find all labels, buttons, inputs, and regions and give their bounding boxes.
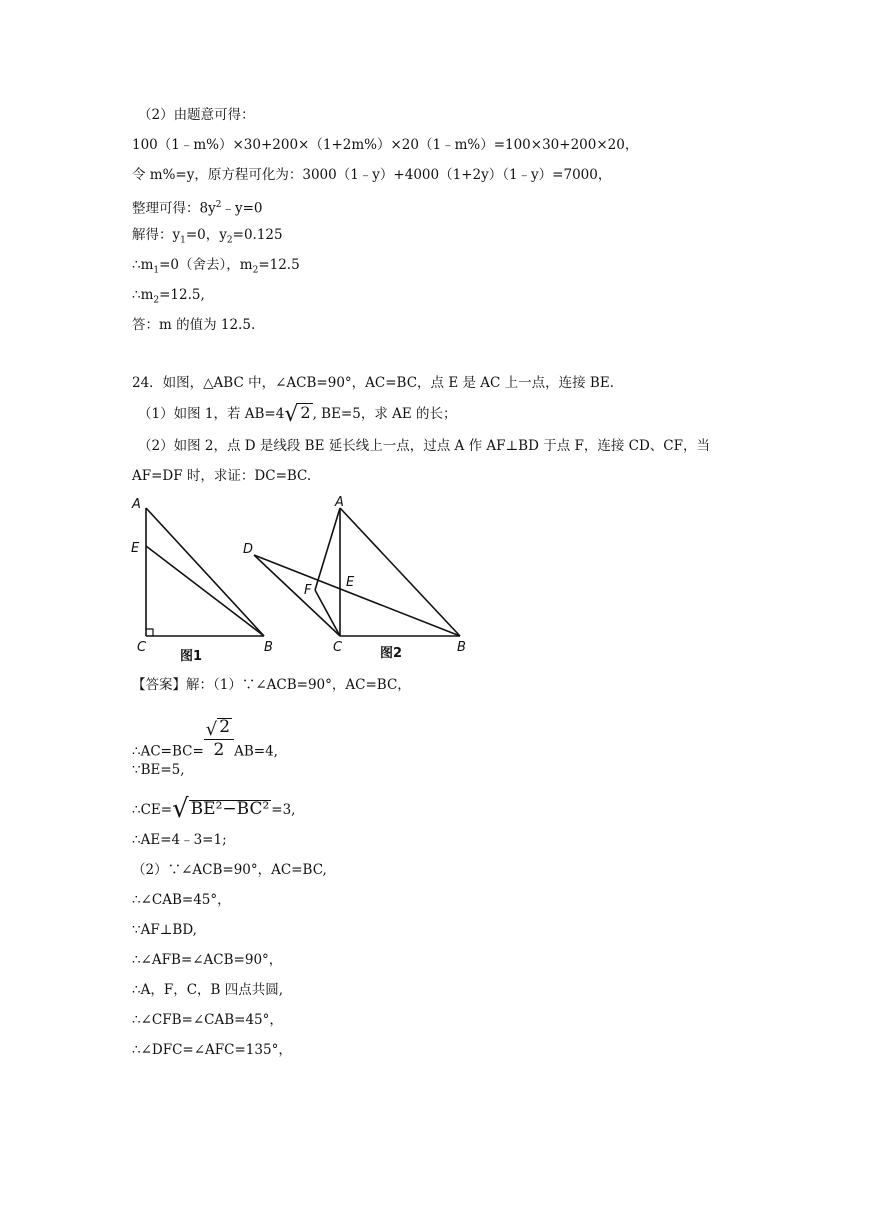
simplify-line [132, 195, 262, 219]
label-b: B [264, 640, 273, 655]
sqrt-radicand: 2 [300, 403, 311, 422]
roots-line [132, 225, 283, 251]
answer-line-11: ∴∠CFB=∠CAB=45°， [132, 1012, 283, 1028]
answer-line-9: ∴∠AFB=∠ACB=90°， [132, 952, 283, 968]
figure1-caption: 图1 [180, 649, 203, 664]
answer-line-4 [132, 794, 296, 824]
subscript: 1 [180, 235, 186, 246]
answer-line-4-tail: =3, [271, 802, 296, 818]
answer-intro: 【答案】解：（1）∵∠ACB=90°，AC=BC， [132, 677, 411, 693]
answer-line: 答：m 的值为 12.5. [132, 317, 256, 333]
m-values-line [132, 255, 300, 281]
answer-line-2-tail: AB=4, [234, 743, 278, 760]
answer-line-4-text: ∴CE= [132, 802, 173, 818]
q24-part1 [138, 402, 457, 427]
subscript: 2 [153, 295, 160, 306]
answer-line-8: ∵AF⊥BD, [132, 922, 197, 938]
q24-part1-text: （1）如图 1，若 AB=4 [138, 406, 285, 422]
equation-line: 100（1﹣m%）×30+200×（1+2m%）×20（1﹣m%）=100×30+200×20， [132, 137, 639, 153]
label-a: A [132, 497, 141, 512]
label-c: C [137, 640, 147, 655]
simplify-text: 整理可得：8y [132, 200, 216, 217]
fig2-side-ab [340, 508, 460, 636]
label-e: E [346, 575, 355, 590]
fig2-segment-db [254, 555, 460, 636]
fraction-denominator: 2 [213, 740, 225, 760]
m2-tail: =12.5, [159, 287, 205, 303]
exponent: 2 [215, 200, 222, 210]
answer-line-2-text: ∴AC=BC= [132, 743, 204, 760]
subscript: 2 [226, 235, 233, 246]
m-mid: =0（舍去），m [159, 257, 253, 273]
q24-part1-tail: , BE=5，求 AE 的长； [312, 406, 457, 422]
answer-line-7: ∴∠CAB=45°， [132, 892, 231, 908]
answer-line-6: （2）∵∠ACB=90°，AC=BC, [132, 862, 327, 878]
fig2-segment-dc [254, 555, 340, 636]
label-d: D [243, 542, 254, 557]
fig2-segment-af [315, 508, 340, 590]
roots-tail: =0.125 [232, 227, 283, 243]
fig1-segment-be [146, 546, 264, 636]
answer-line-10: ∴A，F，C，B 四点共圆, [132, 982, 284, 998]
sqrt-sign: √ [205, 719, 218, 740]
sqrt-radicand: 2 [219, 717, 231, 737]
label-e: E [131, 541, 140, 556]
label-f: F [304, 583, 312, 598]
simplify-tail: ﹣y=0 [221, 200, 263, 217]
answer-line-3: ∵BE=5, [132, 762, 185, 778]
roots-text: 解得：y [132, 227, 181, 243]
roots-mid: =0，y [185, 227, 227, 243]
m2-line [132, 285, 205, 311]
label-b: B [457, 640, 466, 655]
subscript: 1 [153, 265, 160, 276]
sqrt-sign: √ [284, 402, 299, 427]
subscript: 2 [252, 265, 259, 276]
m-tail: =12.5 [258, 257, 300, 273]
fraction [204, 716, 234, 760]
substitution-line: 令 m%=y，原方程可化为：3000（1﹣y）+4000（1+2y）（1﹣y）=7000， [132, 167, 612, 183]
m2-text: ∴m [132, 287, 154, 303]
answer-line-12: ∴∠DFC=∠AFC=135°， [132, 1042, 292, 1058]
label-a: A [335, 495, 344, 510]
fig1-side-ab [146, 508, 264, 636]
right-angle-mark [146, 629, 153, 636]
label-c: C [333, 640, 343, 655]
answer-line-5: ∴AE=4﹣3=1; [132, 832, 227, 848]
sqrt-radicand: BE²−BC² [190, 799, 270, 819]
figure2-caption: 图2 [380, 646, 403, 661]
q24-stem: 24．如图，△ABC 中，∠ACB=90°，AC=BC，点 E 是 AC 上一点，连接 BE. [132, 375, 614, 391]
solution-heading: （2）由题意可得： [138, 107, 255, 123]
q24-part2: （2）如图 2，点 D 是线段 BE 延长线上一点，过点 A 作 AF⊥BD 于点 F，连接 CD、CF，当 [138, 438, 711, 454]
fraction-numerator [204, 716, 234, 740]
q24-part2-cont: AF=DF 时，求证：DC=BC. [132, 468, 312, 484]
sqrt-sign: √ [172, 794, 189, 824]
m-text: ∴m [132, 257, 154, 273]
fig2-segment-fc [315, 590, 340, 636]
